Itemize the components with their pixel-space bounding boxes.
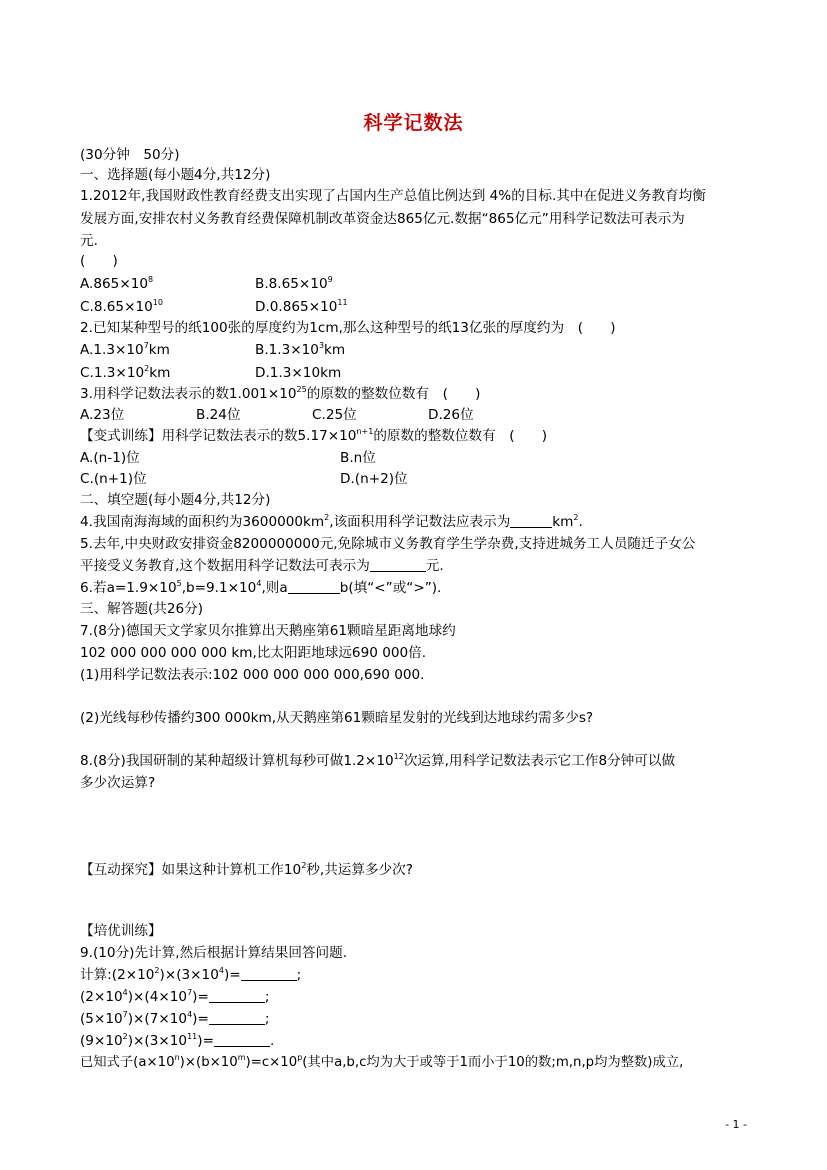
q1-line3: 元.: [80, 233, 98, 249]
variant-option-a: A.(n-1)位: [80, 450, 140, 466]
q9-row4-blank[interactable]: [214, 1034, 270, 1047]
q5-blank[interactable]: [370, 559, 426, 572]
q1-line1: 1.2012年,我国财政性教育经费支出实现了占国内生产总值比例达到 4%的目标.其中在促进义务教育均衡: [80, 188, 706, 204]
variant-option-d: D.(n+2)位: [340, 471, 408, 487]
excellence-heading: 【培优训练】: [80, 923, 162, 939]
section-choice-heading: 一、选择题(每小题4分,共12分): [80, 167, 271, 183]
q2-option-c: $C.1.3\times 10^2km$: [80, 364, 171, 381]
page-number: - 1 -: [725, 1118, 747, 1131]
q9-row1-blank[interactable]: [241, 968, 297, 981]
section-fill-heading: 二、填空题(每小题4分,共12分): [80, 492, 271, 508]
q7-part1: (1)用科学记数法表示:102 000 000 000 000,690 000.: [80, 667, 425, 683]
page-title: 科学记数法: [363, 112, 464, 134]
q9-row1: 计算$:(2\times 10^2)\times(3\times 10^4)=$ ;: [80, 966, 302, 983]
q7-line2: 102 000 000 000 000 km,比太阳距地球远690 000倍.: [80, 645, 427, 661]
interactive-explore: 【互动探究】如果这种计算机工作$10^2$秒,共运算多少次?: [80, 861, 413, 878]
q9-row2: $(2\times 10^4)\times(4\times 10^7)=$ ;: [80, 988, 270, 1005]
q3-option-c: C.25位: [312, 407, 357, 423]
variant-stem: 【变式训练】用科学记数法表示的数$5.17\times 10^{n+1}$的原数的整数位数有 ( ): [80, 427, 548, 444]
q3-stem: 3.用科学记数法表示的数$1.001\times 10^{25}$的原数的整数位数有 ( ): [80, 385, 481, 402]
variant-option-c: C.(n+1)位: [80, 471, 147, 487]
q1-option-a: $A.865\times 10^8$: [80, 275, 154, 292]
q3-option-a: A.23位: [80, 407, 125, 423]
q3-option-d: D.26位: [428, 407, 474, 423]
q7-line1: 7.(8分)德国天文学家贝尔推算出天鹅座第61颗暗星距离地球约: [80, 623, 456, 639]
q1-option-b: $B.8.65\times 10^9$: [255, 275, 333, 292]
q1-answer-paren: ( ): [80, 253, 118, 269]
q2-option-d: D.1.3×10km: [255, 365, 342, 381]
q3-option-b: B.24位: [196, 407, 241, 423]
q9-row2-blank[interactable]: [209, 990, 265, 1003]
q9-row3: $(5\times 10^7)\times(7\times 10^4)=$ ;: [80, 1010, 270, 1027]
q7-part2: (2)光线每秒传播约300 000km,从天鹅座第61颗暗星发射的光线到达地球约需多少s?: [80, 710, 594, 726]
q1-option-c: $C.8.65\times 10^{10}$: [80, 298, 163, 315]
q8-line2: 多少次运算?: [80, 775, 156, 791]
q9-stem: 9.(10分)先计算,然后根据计算结果回答问题.: [80, 945, 348, 961]
q5-line1: 5.去年,中央财政安排资金8200000000元,免除城市义务教育学生学杂费,支持进城务工人员随迁子女公: [80, 536, 696, 552]
q1-line2: 发展方面,安排农村义务教育经费保障机制改革资金达865亿元.数据“865亿元”用科学记数法可表示为: [80, 211, 685, 227]
q4: 4.我国南海海域的面积约为$3600000km^2$,该面积用科学记数法应表示为 $km^2$.: [80, 513, 583, 530]
q6: 6.若$a=1.9\times 10^5,b=9.1\times 10^4$,则a b(填“<”或“>”).: [80, 579, 442, 596]
q2-option-b: $B.1.3\times 10^3km$: [255, 341, 346, 358]
variant-option-b: B.n位: [340, 450, 376, 466]
q8-line1: 8.(8分)我国研制的某种超级计算机每秒可做$1.2\times 10^{12}$次运算,用科学记数法表示它工作8分钟可以做: [80, 752, 676, 769]
time-score: (30分钟 50分): [80, 147, 180, 163]
q9-row3-blank[interactable]: [209, 1012, 265, 1025]
q9-condition: 已知式子$(a\times 10^n)\times(b\times 10^m)=c\times 10^p$(其中a,b,c均为大于或等于1而小于10的数;m,n,p均为整数)成立,: [80, 1053, 684, 1070]
q4-blank[interactable]: [510, 515, 552, 528]
q2-option-a: $A.1.3\times 10^7km$: [80, 341, 170, 358]
q9-row4: $(9\times 10^2)\times(3\times 10^{11})=$ .: [80, 1032, 275, 1049]
q5-line2: 平接受义务教育,这个数据用科学记数法可表示为 元.: [80, 558, 444, 574]
q6-blank[interactable]: [288, 581, 340, 594]
q2-stem: 2.已知某种型号的纸100张的厚度约为1cm,那么这种型号的纸13亿张的厚度约为 ( ): [80, 320, 616, 336]
section-answer-heading: 三、解答题(共26分): [80, 601, 204, 617]
q1-option-d: $D.0.865\times 10^{11}$: [255, 298, 348, 315]
